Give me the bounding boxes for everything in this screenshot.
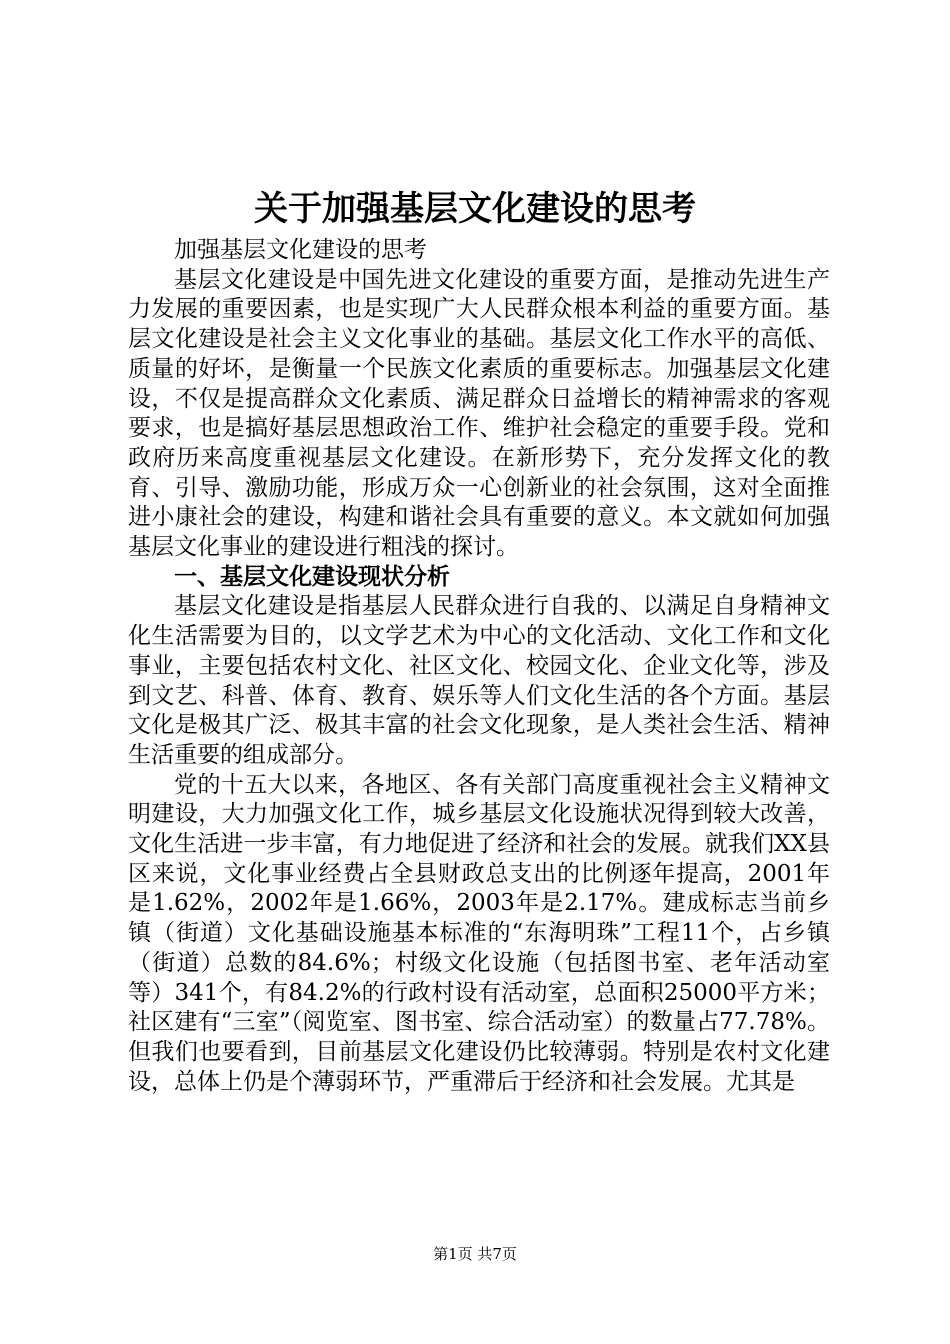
body-paragraph: 党的十五大以来，各地区、各有关部门高度重视社会主义精神文明建设，大力加强文化工作，城乡基层文化设施状况得到较大改善，文化生活进一步丰富，有力地促进了经济和社会的发展。就我们XX县区来说，文化事业经费占全县财政总支出的比例逐年提高，2001年是1.62%，2002年是1.66%，2003年是2.17%。建成标志当前乡镇（街道）文化基础设施基本标准的“东海明珠”工程11个，占乡镇（街道）总数的84.6%；村级文化设施（包括图书室、老年活动室等）341个，有84.2%的行政村设有活动室，总面积25000平方米；社区建有“三室”（阅览室、图书室、综合活动室）的数量占77.78%。但我们也要看到，目前基层文化建设仍比较薄弱。特别是农村文化建设，总体上仍是个薄弱环节，严重滞后于经济和社会发展。尤其是 — [128, 771, 830, 1095]
section-heading: 一、基层文化建设现状分析 — [174, 563, 450, 590]
page-footer: 第1页 共7页 — [433, 1245, 517, 1263]
body-paragraph: 基层文化建设是指基层人民群众进行自我的、以满足自身精神文化生活需要为目的，以文学艺术为中心的文化活动、文化工作和文化事业，主要包括农村文化、社区文化、校园文化、企业文化等，涉及到文艺、科普、体育、教育、娱乐等人们文化生活的各个方面。基层文化是极其广泛、极其丰富的社会文化现象，是人类社会生活、精神生活重要的组成部分。 — [128, 593, 830, 768]
document-body — [128, 236, 830, 1097]
document-title: 关于加强基层文化建设的思考 — [254, 189, 696, 229]
intro-paragraph: 基层文化建设是中国先进文化建设的重要方面，是推动先进生产力发展的重要因素，也是实现广大人民群众根本利益的重要方面。基层文化建设是社会主义文化事业的基础。基层文化工作水平的高低、质量的好坏，是衡量一个民族文化素质的重要标志。加强基层文化建设，不仅是提高群众文化素质、满足群众日益增长的精神需求的客观要求，也是搞好基层思想政治工作、维护社会稳定的重要手段。党和政府历来高度重视基层文化建设。在新形势下，充分发挥文化的教育、引导、激励功能，形成万众一心创新业的社会氛围，这对全面推进小康社会的建设，构建和谐社会具有重要的意义。本文就如何加强基层文化事业的建设进行粗浅的探讨。 — [128, 266, 830, 561]
subtitle-paragraph: 加强基层文化建设的思考 — [174, 237, 427, 263]
